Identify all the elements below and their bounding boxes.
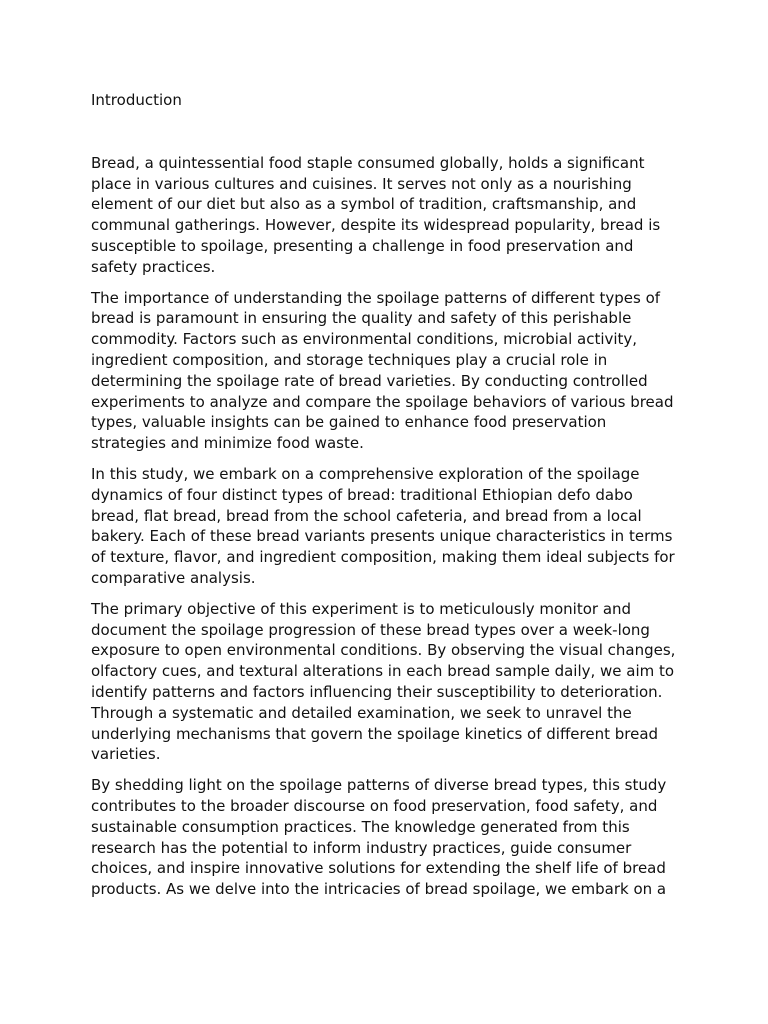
paragraph-3: In this study, we embark on a comprehensive exploration of the spoilage dynamics of four distinct types of bread: traditional Ethiopian defo dabo bread, flat bread, bread from the school cafeteria, and bread from a local bakery. Each of these bread variants presents unique characteristics in terms of texture, flavor, and ingredient composition, making them ideal subjects for comparative analysis. xyxy=(91,464,675,587)
paragraph-1: Bread, a quintessential food staple consumed globally, holds a significant place in various cultures and cuisines. It serves not only as a nourishing element of our diet but also as a symbol of tradition, craftsmanship, and communal gatherings. However, despite its widespread popularity, bread is susceptible to spoilage, presenting a challenge in food preservation and safety practices. xyxy=(91,153,661,276)
paragraph-2: The importance of understanding the spoilage patterns of different types of bread is paramount in ensuring the quality and safety of this perishable commodity. Factors such as environmental conditions, microbial activity, ingredient composition, and storage techniques play a crucial role in determining the spoilage rate of bread varieties. By conducting controlled experiments to analyze and compare the spoilage behaviors of various bread types, valuable insights can be gained to enhance food preservation strategies and minimize food waste. xyxy=(91,288,674,453)
section-heading: Introduction xyxy=(91,91,182,109)
document-content xyxy=(91,90,683,910)
paragraph-4: The primary objective of this experiment is to meticulously monitor and document the spoilage progression of these bread types over a week-long exposure to open environmental conditions. By observing the visual changes, olfactory cues, and textural alterations in each bread sample daily, we aim to identify patterns and factors influencing their susceptibility to deterioration. Through a systematic and detailed examination, we seek to unravel the underlying mechanisms that govern the spoilage kinetics of different bread varieties. xyxy=(91,599,676,764)
paragraph-5: By shedding light on the spoilage patterns of diverse bread types, this study contributes to the broader discourse on food preservation, food safety, and sustainable consumption practices. The knowledge generated from this research has the potential to inform industry practices, guide consumer choices, and inspire innovative solutions for extending the shelf life of bread products. As we delve into the intricacies of bread spoilage, we embark on a xyxy=(91,776,667,899)
body-text xyxy=(91,153,683,900)
